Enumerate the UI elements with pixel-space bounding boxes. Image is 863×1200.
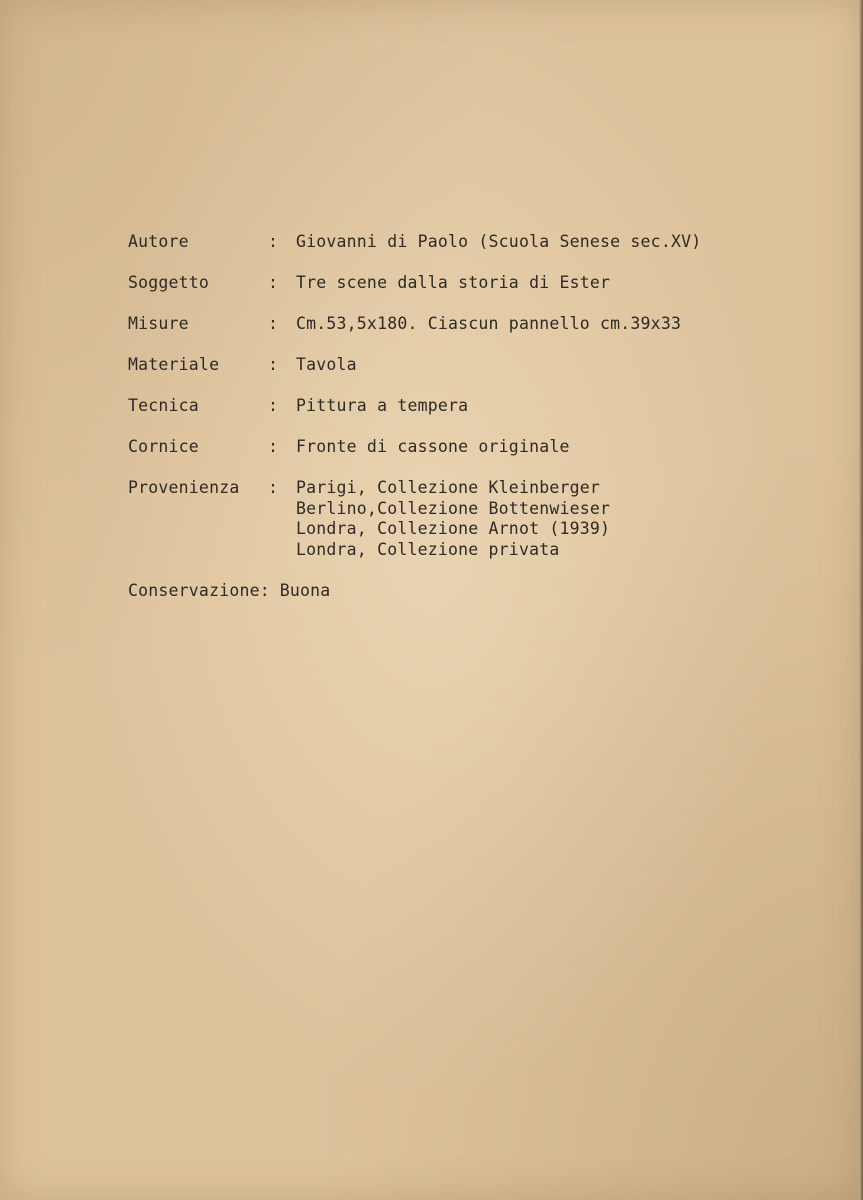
field-value: Giovanni di Paolo (Scuola Senese sec.XV) [296,232,702,251]
field-materiale [128,355,768,376]
field-separator: : [268,232,279,251]
field-label: Materiale [128,355,220,374]
field-separator: : [268,437,279,456]
field-value: Pittura a tempera [296,396,469,415]
field-value: Cm.53,5x180. Ciascun pannello cm.39x33 [296,314,682,333]
field-label: Tecnica [128,396,199,415]
field-separator: : [268,478,279,497]
paper-edge [859,0,863,1200]
field-separator: : [268,273,279,292]
field-label: Misure [128,314,189,333]
field-soggetto [128,273,768,294]
field-label: Soggetto [128,273,210,292]
field-provenienza [128,478,768,560]
provenance-item: Berlino,Collezione Bottenwieser [296,498,611,518]
field-value: Fronte di cassone originale [296,437,570,456]
field-separator: : [268,396,279,415]
field-value: Tavola [296,355,357,374]
field-label: Autore [128,232,189,251]
field-label: Provenienza [128,478,240,497]
field-separator: : [268,314,279,333]
field-autore [128,232,768,253]
field-separator: : [259,580,270,600]
field-misure [128,314,768,335]
field-value: Tre scene dalla storia di Ester [296,273,611,292]
field-label: Cornice [128,437,199,456]
field-value: Buona [279,580,331,600]
field-separator: : [268,355,279,374]
artwork-record [128,232,768,622]
field-conservazione [128,581,768,602]
provenance-list [296,478,768,560]
provenance-item: Londra, Collezione Arnot (1939) [296,519,611,538]
field-cornice [128,437,768,458]
provenance-item: Parigi, Collezione Kleinberger [296,478,601,497]
provenance-item: Londra, Collezione privata [296,539,560,559]
field-tecnica [128,396,768,417]
field-label: Conservazione [128,580,260,600]
